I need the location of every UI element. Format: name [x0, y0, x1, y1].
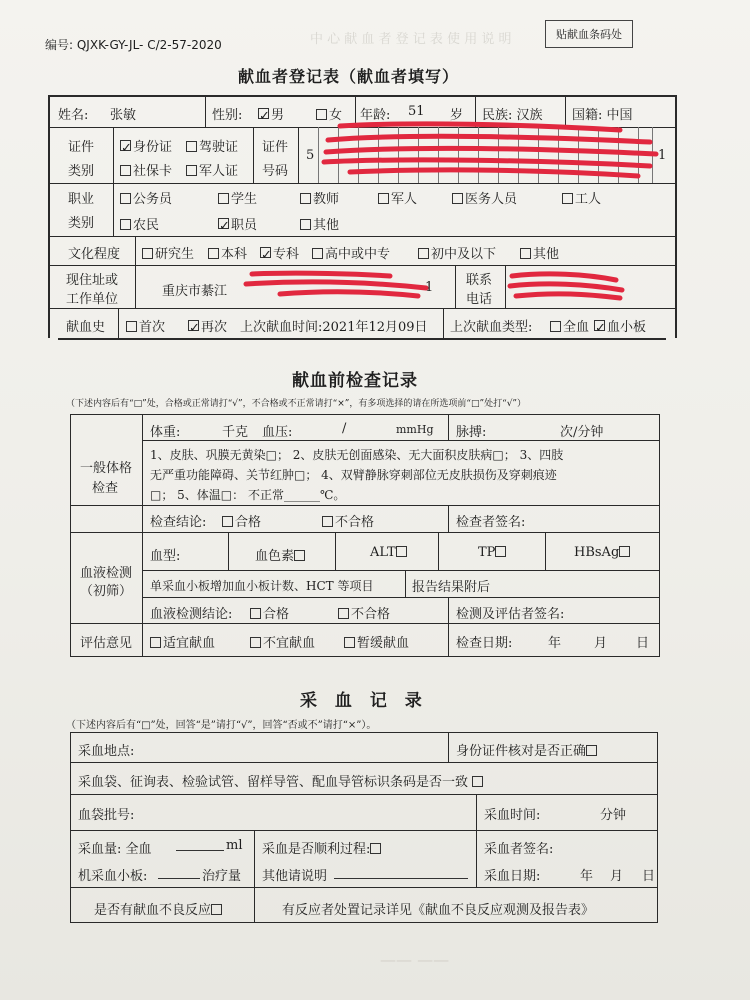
checkbox-icon: [186, 141, 197, 152]
occupation-medical[interactable]: [452, 188, 517, 207]
id-number-first-digit: 5: [306, 148, 315, 163]
education-other[interactable]: [520, 243, 559, 262]
hemoglobin-field[interactable]: [255, 545, 307, 564]
checkbox-icon: [120, 193, 131, 204]
name-label: 姓名:: [58, 108, 89, 123]
check-date-year: 年: [548, 636, 562, 651]
checkbox-icon: [452, 193, 463, 204]
checkbox-icon: [619, 546, 630, 557]
adverse-reaction-field[interactable]: [94, 899, 224, 918]
platelet-test-note: 单采血小板增加血小板计数、HCT 等项目: [150, 579, 374, 593]
alt-field[interactable]: [370, 545, 409, 560]
occupation-student[interactable]: [218, 188, 257, 207]
type-whole-blood[interactable]: [550, 316, 589, 335]
barcode-placeholder: 贴献血条码处: [545, 20, 633, 48]
hemoglobin-label: 血色素: [255, 549, 295, 564]
id-verified-label: 身份证件核对是否正确: [456, 744, 587, 759]
occupation-label: 职业: [68, 192, 95, 207]
education-label: 文化程度: [68, 247, 121, 262]
education-option-label: 专科: [273, 247, 300, 262]
assessment-option-label: 暂缓献血: [357, 636, 410, 651]
volume-blank[interactable]: [176, 850, 224, 851]
education-postgrad[interactable]: [142, 243, 194, 262]
checkbox-icon: [186, 165, 197, 176]
assessment-option-label: 不宜献血: [263, 636, 316, 651]
blood-option-label: 合格: [263, 607, 290, 622]
occupation-other[interactable]: [300, 214, 339, 233]
blood-type-label: 血型:: [150, 549, 181, 564]
id-number-label: 证件: [262, 140, 289, 155]
occupation-staff[interactable]: [218, 214, 257, 233]
occupation-option-label: 工人: [575, 192, 602, 207]
blood-option-label: 不合格: [351, 607, 391, 622]
education-option-label: 高中或中专: [325, 247, 391, 262]
occupation-option-label: 公务员: [133, 192, 173, 207]
occupation-farmer[interactable]: [120, 214, 159, 233]
bp-label: 血压:: [262, 425, 293, 440]
phone-label-2: 电话: [466, 292, 493, 307]
education-highschool[interactable]: [312, 243, 390, 262]
nationality-field[interactable]: 国籍: 中国: [572, 108, 633, 123]
education-bachelor[interactable]: [208, 243, 247, 262]
checkbox-icon: [300, 193, 311, 204]
id-option-label: 驾驶证: [199, 140, 239, 155]
general-exam-label-2: 检查: [92, 481, 119, 496]
checkbox-icon: [322, 516, 333, 527]
id-number-redaction: [320, 118, 660, 182]
checked-box-icon: ✓: [219, 219, 230, 234]
checkbox-icon: [472, 776, 483, 787]
check-date-month: 月: [594, 636, 608, 651]
id-number-label-2: 号码: [262, 164, 289, 179]
education-college[interactable]: [260, 243, 299, 262]
last-donation-date[interactable]: 上次献血时间:2021年12月09日: [240, 320, 428, 335]
address-value-end: 1: [425, 280, 434, 295]
other-notes-blank[interactable]: [334, 878, 468, 879]
collection-minutes-unit: 分钟: [600, 808, 627, 823]
occupation-option-label: 农民: [133, 218, 160, 233]
blood-test-label: 血液检测: [80, 566, 133, 581]
checkbox-icon: [120, 219, 131, 230]
machine-platelet-blank[interactable]: [158, 878, 200, 879]
phone-label: 联系: [466, 273, 493, 288]
pulse-unit: 次/分钟: [560, 425, 604, 440]
pre-exam-title: 献血前检查记录: [292, 371, 418, 391]
occupation-option-label: 医务人员: [465, 192, 518, 207]
type-option-label: 全血: [563, 320, 590, 335]
education-option-label: 研究生: [155, 247, 195, 262]
weight-label: 体重:: [150, 425, 181, 440]
checked-box-icon: ✓: [595, 321, 606, 336]
education-option-label: 其他: [533, 247, 560, 262]
occupation-teacher[interactable]: [300, 188, 339, 207]
type-platelet[interactable]: [594, 316, 646, 335]
checkbox-icon: [344, 637, 355, 648]
collector-signature-label: 采血者签名:: [484, 842, 554, 857]
checked-box-icon: ✓: [189, 321, 200, 336]
assessment-defer[interactable]: [344, 632, 409, 651]
occupation-worker[interactable]: [562, 188, 601, 207]
address-label-2: 工作单位: [66, 292, 119, 307]
machine-platelet-label: 机采血小板:: [78, 869, 148, 884]
checkbox-icon: [520, 248, 531, 259]
bp-separator: /: [342, 421, 347, 436]
id-option-driver-license[interactable]: [186, 136, 238, 155]
name-value[interactable]: 张敏: [110, 108, 137, 123]
smooth-process-field[interactable]: [262, 838, 383, 857]
occupation-label-2: 类别: [68, 216, 95, 231]
id-option-id-card[interactable]: [120, 136, 172, 155]
checkbox-icon: [495, 546, 506, 557]
checkbox-icon: [211, 904, 222, 915]
history-option-label: 首次: [139, 320, 166, 335]
pulse-label: 脉搏:: [456, 425, 487, 440]
checkbox-icon: [312, 248, 323, 259]
gender-male-label: 男: [271, 108, 285, 123]
history-option-label: 再次: [201, 320, 228, 335]
bleed-through-text: 中 心 献 血 者 登 记 表 使 用 说 明: [310, 32, 512, 47]
occupation-option-label: 学生: [231, 192, 258, 207]
machine-platelet-unit: 治疗量: [202, 869, 242, 884]
occupation-option-label: 职员: [231, 218, 258, 233]
occupation-option-label: 其他: [313, 218, 340, 233]
bleed-through-mark: —— ——: [380, 950, 450, 969]
checkbox-icon: [338, 608, 349, 619]
adverse-reaction-label: 是否有献血不良反应: [94, 903, 212, 918]
assessment-unsuitable[interactable]: [250, 632, 315, 651]
registration-title: 献血者登记表（献血者填写）: [238, 67, 460, 86]
weight-unit: 千克: [222, 425, 249, 440]
check-date-label: 检查日期:: [456, 636, 513, 651]
occupation-option-label: 教师: [313, 192, 340, 207]
checkbox-icon: [218, 193, 229, 204]
check-date-day: 日: [636, 636, 650, 651]
blood-conclusion-label: 血液检测结论:: [150, 607, 233, 622]
donation-history-label: 献血史: [66, 320, 106, 335]
checkbox-icon: [126, 321, 137, 332]
checked-box-icon: ✓: [121, 141, 132, 156]
id-option-military[interactable]: [186, 160, 238, 179]
bag-number-label: 血袋批号:: [78, 808, 135, 823]
checker-signature-label: 检查者签名:: [456, 515, 526, 530]
collection-title: 采 血 记 录: [300, 691, 428, 711]
checkbox-icon: [222, 516, 233, 527]
address-value[interactable]: 重庆市綦江: [162, 284, 228, 299]
id-option-label: 社保卡: [133, 164, 173, 179]
checkbox-icon: [120, 165, 131, 176]
id-type-label: 证件: [68, 140, 95, 155]
exam-option-label: 不合格: [335, 515, 375, 530]
exam-conclusion-label: 检查结论:: [150, 515, 207, 530]
checkbox-icon: [250, 608, 261, 619]
age-unit: 岁: [450, 108, 464, 123]
checkbox-icon: [378, 193, 389, 204]
checkbox-icon: [294, 550, 305, 561]
checkbox-icon: [370, 843, 381, 854]
gender-female-label: 女: [329, 108, 343, 123]
adverse-reaction-reference: 有反应者处置记录详见《献血不良反应观测及报告表》: [282, 903, 595, 918]
volume-label: 采血量: 全血: [78, 842, 152, 857]
checked-box-icon: ✓: [259, 109, 270, 124]
address-label: 现住址或: [66, 273, 119, 288]
assessment-option-label: 适宜献血: [163, 636, 216, 651]
checkbox-icon: [208, 248, 219, 259]
last-type-label: 上次献血类型:: [450, 320, 533, 335]
collection-date-month: 月: [610, 869, 624, 884]
checkbox-icon: [300, 219, 311, 230]
collection-date-day: 日: [642, 869, 656, 884]
labels-match-field[interactable]: [78, 771, 485, 790]
education-middle[interactable]: [418, 243, 496, 262]
hbsag-field[interactable]: [574, 545, 632, 560]
alt-label: ALT: [370, 545, 396, 560]
occupation-military[interactable]: [378, 188, 417, 207]
id-verified-field[interactable]: [456, 740, 599, 759]
history-again-option[interactable]: [188, 316, 227, 335]
checkbox-icon: [142, 248, 153, 259]
volume-unit: ml: [226, 838, 243, 853]
bp-unit: mmHg: [396, 423, 434, 436]
hbsag-label: HBsAg: [574, 545, 620, 560]
id-type-label-2: 类别: [68, 164, 95, 179]
id-number-last-digit: 1: [658, 148, 667, 163]
exam-items-line-2: 无严重功能障碍、关节红肿□； 4、双臂静脉穿刺部位无皮肤损伤及穿刺痕迹: [150, 468, 557, 482]
checkbox-icon: [562, 193, 573, 204]
collection-date-label: 采血日期:: [484, 869, 541, 884]
exam-option-label: 合格: [235, 515, 262, 530]
checked-box-icon: ✓: [261, 248, 272, 263]
exam-pass-option[interactable]: [222, 511, 261, 530]
smooth-process-label: 采血是否顺利过程:: [262, 842, 371, 857]
address-redaction: [240, 266, 430, 302]
labels-match-label: 采血袋、征询表、检验试管、留样导管、配血导管标识条码是否一致: [78, 775, 469, 790]
collection-instructions: （下述内容后有“□”处，回答“是”请打“√”，回答“否或不”请打“×”）。: [66, 720, 377, 731]
doc-number: 编号: QJXK-GY-JL- C/2-57-2020: [45, 38, 222, 52]
other-notes-label: 其他请说明: [262, 869, 328, 884]
checkbox-icon: [550, 321, 561, 332]
general-exam-label: 一般体格: [80, 461, 133, 476]
history-first-option[interactable]: [126, 316, 165, 335]
collection-time-label: 采血时间:: [484, 808, 541, 823]
occupation-option-label: 军人: [391, 192, 418, 207]
age-label: 年龄:: [360, 108, 391, 123]
report-attached-note: 报告结果附后: [412, 580, 491, 595]
assessment-label: 评估意见: [80, 636, 133, 651]
exam-fail-option[interactable]: [322, 511, 374, 530]
tp-label: TP: [478, 545, 496, 560]
tp-field[interactable]: [478, 545, 508, 560]
assessment-suitable[interactable]: [150, 632, 215, 651]
blood-test-label-2: （初筛）: [80, 584, 133, 599]
id-option-social-card[interactable]: [120, 160, 172, 179]
checkbox-icon: [396, 546, 407, 557]
tester-signature-label: 检测及评估者签名:: [456, 607, 565, 622]
ethnicity-field[interactable]: 民族: 汉族: [482, 108, 543, 123]
education-option-label: 本科: [221, 247, 248, 262]
gender-male-option[interactable]: [258, 104, 284, 123]
education-option-label: 初中及以下: [431, 247, 497, 262]
age-value[interactable]: 51: [408, 104, 425, 119]
phone-redaction: [506, 266, 626, 306]
gender-label: 性别:: [212, 108, 243, 123]
id-option-label: 军人证: [199, 164, 239, 179]
type-option-label: 血小板: [607, 320, 647, 335]
blood-fail-option[interactable]: [338, 603, 390, 622]
checkbox-icon: [150, 637, 161, 648]
pre-exam-instructions: （下述内容后有“□”处，合格或正常请打“√”，不合格或不正常请打“×”，有多项选择的请在所选项前“□”处打“√”）: [66, 399, 527, 409]
collection-site-label: 采血地点:: [78, 744, 135, 759]
exam-items-line-3: □； 5、体温□： 不正常______℃。: [150, 488, 346, 502]
checkbox-icon: [586, 745, 597, 756]
collection-date-year: 年: [580, 869, 594, 884]
checkbox-icon: [418, 248, 429, 259]
occupation-civil-servant[interactable]: [120, 188, 172, 207]
exam-items-line-1: 1、皮肤、巩膜无黄染□； 2、皮肤无创面感染、无大面积皮肤病□； 3、四肢: [150, 448, 564, 462]
checkbox-icon: [250, 637, 261, 648]
id-option-label: 身份证: [133, 140, 173, 155]
blood-pass-option[interactable]: [250, 603, 289, 622]
